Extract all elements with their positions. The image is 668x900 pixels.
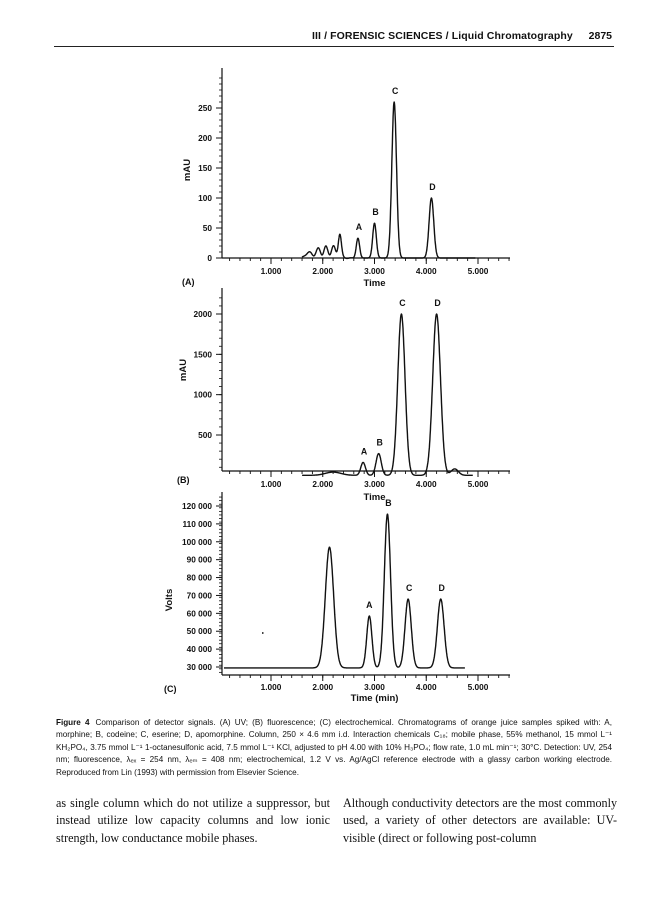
- y-tick-label: 200: [198, 133, 212, 143]
- chromatogram-trace: [224, 514, 465, 668]
- chart-panel-1: [182, 68, 510, 289]
- x-tick-label: 1.000: [260, 479, 282, 489]
- y-tick-label: 50: [202, 223, 212, 233]
- y-tick-label: 60 000: [186, 608, 212, 619]
- x-tick-label: 1.000: [260, 266, 282, 276]
- y-tick-label: 120 000: [182, 501, 212, 511]
- x-tick-label: 4.000: [415, 479, 437, 489]
- y-tick-label: 40 000: [186, 644, 212, 655]
- peak-label-d: D: [429, 182, 436, 192]
- y-tick-label: 30 000: [186, 662, 212, 672]
- chart-panel-3: [164, 492, 510, 704]
- chart-panel-2: [177, 288, 510, 503]
- peak-label-d: D: [438, 583, 445, 594]
- peak-label-d: D: [434, 298, 441, 308]
- x-tick-label: 5.000: [467, 266, 489, 276]
- panel-label: (B): [177, 475, 190, 485]
- figure-caption: [56, 717, 612, 779]
- y-tick-label: 1500: [193, 349, 212, 360]
- x-tick-label: 5.000: [467, 682, 489, 692]
- peak-label-b: B: [385, 498, 392, 509]
- x-tick-label: 2.000: [312, 682, 334, 692]
- x-tick-label: 5.000: [467, 479, 489, 489]
- page-number: 2875: [588, 30, 612, 42]
- y-tick-label: 250: [198, 103, 212, 113]
- x-axis-title: Time (min): [350, 693, 399, 704]
- y-tick-label: 50 000: [186, 626, 212, 637]
- x-tick-label: 1.000: [260, 682, 282, 692]
- body-right-column: Although conductivity detectors are the most commonly used, a variety of other detectors are available: UV-visible (direct or following post-column: [343, 796, 617, 845]
- figure-number: Figure 4: [56, 718, 90, 727]
- y-tick-label: 0: [207, 253, 212, 263]
- peak-label-a: A: [360, 446, 368, 457]
- x-tick-label: 3.000: [364, 266, 385, 276]
- y-axis-title: Volts: [164, 588, 175, 612]
- panel-label: (C): [164, 684, 177, 694]
- y-tick-label: 1000: [193, 389, 212, 400]
- body-left-column: as single column which do not utilize a suppressor, but instead utilize low capacity columns and low ionic strength, low conductance mobile phases.: [56, 796, 330, 845]
- section-title: III / FORENSIC SCIENCES / Liquid Chromatography: [312, 30, 573, 42]
- peak-label-c: C: [399, 298, 406, 308]
- peak-label-a: A: [366, 600, 373, 611]
- chromatogram-trace: [302, 314, 473, 475]
- x-axis-title: Time: [363, 278, 386, 289]
- stray-mark: [262, 632, 264, 634]
- peak-label-b: B: [372, 207, 379, 218]
- panel-label: (A): [182, 277, 195, 287]
- y-tick-label: 70 000: [186, 590, 212, 601]
- x-tick-label: 3.000: [364, 479, 385, 489]
- peak-label-a: A: [355, 222, 363, 233]
- x-tick-label: 4.000: [415, 266, 437, 276]
- y-tick-label: 2000: [193, 309, 212, 319]
- y-tick-label: 100 000: [182, 536, 212, 547]
- y-tick-label: 90 000: [186, 554, 212, 565]
- y-axis-title: mAU: [178, 358, 189, 382]
- y-axis-title: mAU: [182, 158, 193, 182]
- caption-text: Comparison of detector signals. (A) UV; (B) fluorescence; (C) electrochemical. Chromatograms of orange juice samples spiked with: A, morphine; B, codeine; C, eserine; D, apomorphine. Column, 250 × 4.6 mm i.d. Interaction chemicals C₁₈; mobile phase, 55% methanol, 15 mmol L⁻¹ KH₂PO₄, 3.75 mmol L⁻¹ 1-octanesulfonic acid, 7.5 mmol L⁻¹ KCl, adjusted to pH 4.00 with 10% H₃PO₄; flow rate, 1.0 mL min⁻¹; 30°C. Detection: UV, 254 nm; fluorescence, λₑₓ = 254 nm, λₑₘ = 408 nm; electrochemical, 1.2 V vs. Ag/AgCl reference electrode with a glassy carbon working electrode. Reproduced from Lin (1993) with permission from Elsevier Science.: [56, 718, 612, 777]
- chromatogram-trace: [302, 102, 475, 258]
- x-tick-label: 3.000: [364, 682, 385, 692]
- peak-label-c: C: [405, 583, 413, 594]
- peak-label-c: C: [391, 86, 399, 96]
- peak-label-b: B: [376, 437, 383, 448]
- y-tick-label: 110 000: [182, 518, 212, 529]
- y-tick-label: 80 000: [186, 572, 212, 583]
- x-tick-label: 2.000: [312, 479, 334, 489]
- x-axis-title: Time: [363, 492, 386, 503]
- y-tick-label: 500: [198, 430, 212, 440]
- x-tick-label: 2.000: [312, 266, 334, 276]
- y-tick-label: 100: [198, 193, 212, 203]
- x-tick-label: 4.000: [415, 682, 437, 692]
- y-tick-label: 150: [198, 163, 212, 173]
